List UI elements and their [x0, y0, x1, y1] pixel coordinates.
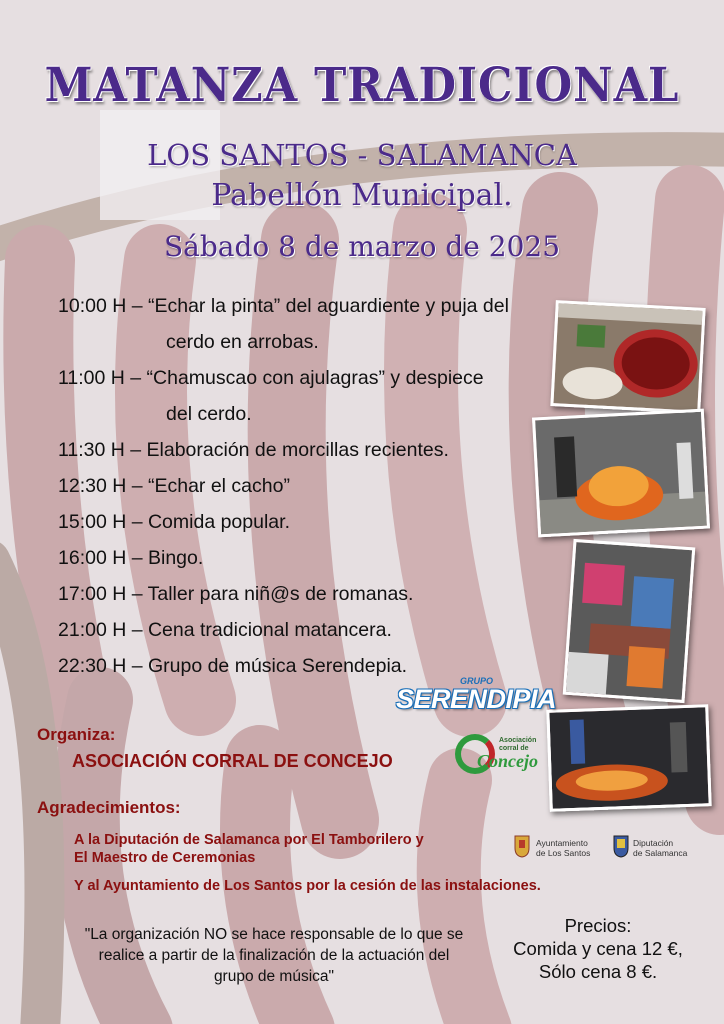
- concejo-logo-small-2: corral de: [499, 745, 529, 752]
- schedule-item-continuation: cerdo en arrobas.: [166, 331, 319, 353]
- diputacion-logo: [613, 834, 703, 862]
- prices-line-2: Sólo cena 8 €.: [538, 961, 658, 982]
- serendipia-logo: [396, 676, 557, 720]
- concejo-logo-small-1: Asociación: [499, 737, 537, 744]
- diputacion-line-2: de Salamanca: [633, 848, 688, 858]
- schedule-item: 10:00 H – “Echar la pinta” del aguardiente y puja del: [58, 295, 509, 317]
- diputacion-line-1: Diputación: [633, 838, 674, 848]
- serendipia-logo-top: GRUPO: [460, 676, 494, 686]
- photo-food-bowls: [550, 300, 705, 414]
- diputacion-shield-icon: [613, 834, 629, 858]
- disclaimer-text: "La organización NO se hace responsable de lo que se realice a partir de la finalización de la actuación del grupo de música": [84, 926, 464, 985]
- organizer-label: Organiza:: [37, 725, 116, 744]
- schedule-item: 15:00 H – Comida popular.: [58, 511, 290, 533]
- concejo-logo-big: Concejo: [477, 751, 538, 771]
- poster-subtitle: LOS SANTOS - SALAMANCA: [147, 138, 577, 172]
- serendipia-logo-name: SERENDIPIA: [396, 684, 557, 714]
- schedule-item: 16:00 H – Bingo.: [58, 547, 204, 569]
- photo-fire-night: [546, 704, 711, 812]
- ayuntamiento-line-1: Ayuntamiento: [536, 838, 588, 848]
- photo-children-workshop: [563, 539, 696, 703]
- schedule-item: 11:30 H – Elaboración de morcillas recientes.: [58, 439, 449, 461]
- poster-title: MATANZA TRADICIONAL: [44, 58, 680, 113]
- photo-burning-straw: [532, 409, 710, 538]
- schedule-list: [58, 288, 598, 684]
- schedule-item: 11:00 H – “Chamuscao con ajulagras” y despiece: [58, 367, 484, 389]
- thanks-line-1: A la Diputación de Salamanca por El Tamborilero y: [74, 832, 424, 848]
- ayuntamiento-logo: [514, 834, 604, 862]
- schedule-item: 22:30 H – Grupo de música Serendepia.: [58, 655, 408, 677]
- prices-label: Precios:: [564, 915, 632, 936]
- ayuntamiento-line-2: de Los Santos: [536, 848, 591, 858]
- prices-line-1: Comida y cena 12 €,: [513, 938, 683, 959]
- schedule-item: 21:00 H – Cena tradicional matancera.: [58, 619, 392, 641]
- ayuntamiento-shield-icon: [514, 834, 530, 858]
- thanks-line-3: Y al Ayuntamiento de Los Santos por la cesión de las instalaciones.: [74, 878, 541, 894]
- schedule-item: 12:30 H – “Echar el cacho”: [58, 475, 290, 497]
- thanks-line-2: El Maestro de Ceremonias: [74, 850, 256, 866]
- poster-venue: Pabellón Municipal.: [211, 178, 513, 213]
- concejo-logo: [455, 734, 538, 780]
- organizer-name: ASOCIACIÓN CORRAL DE CONCEJO: [72, 751, 393, 771]
- prices-block: [498, 914, 698, 983]
- schedule-item: 17:00 H – Taller para niñ@s de romanas.: [58, 583, 414, 605]
- schedule-item-continuation: del cerdo.: [166, 403, 252, 425]
- thanks-label: Agradecimientos:: [37, 798, 181, 817]
- poster-date: Sábado 8 de marzo de 2025: [163, 230, 561, 263]
